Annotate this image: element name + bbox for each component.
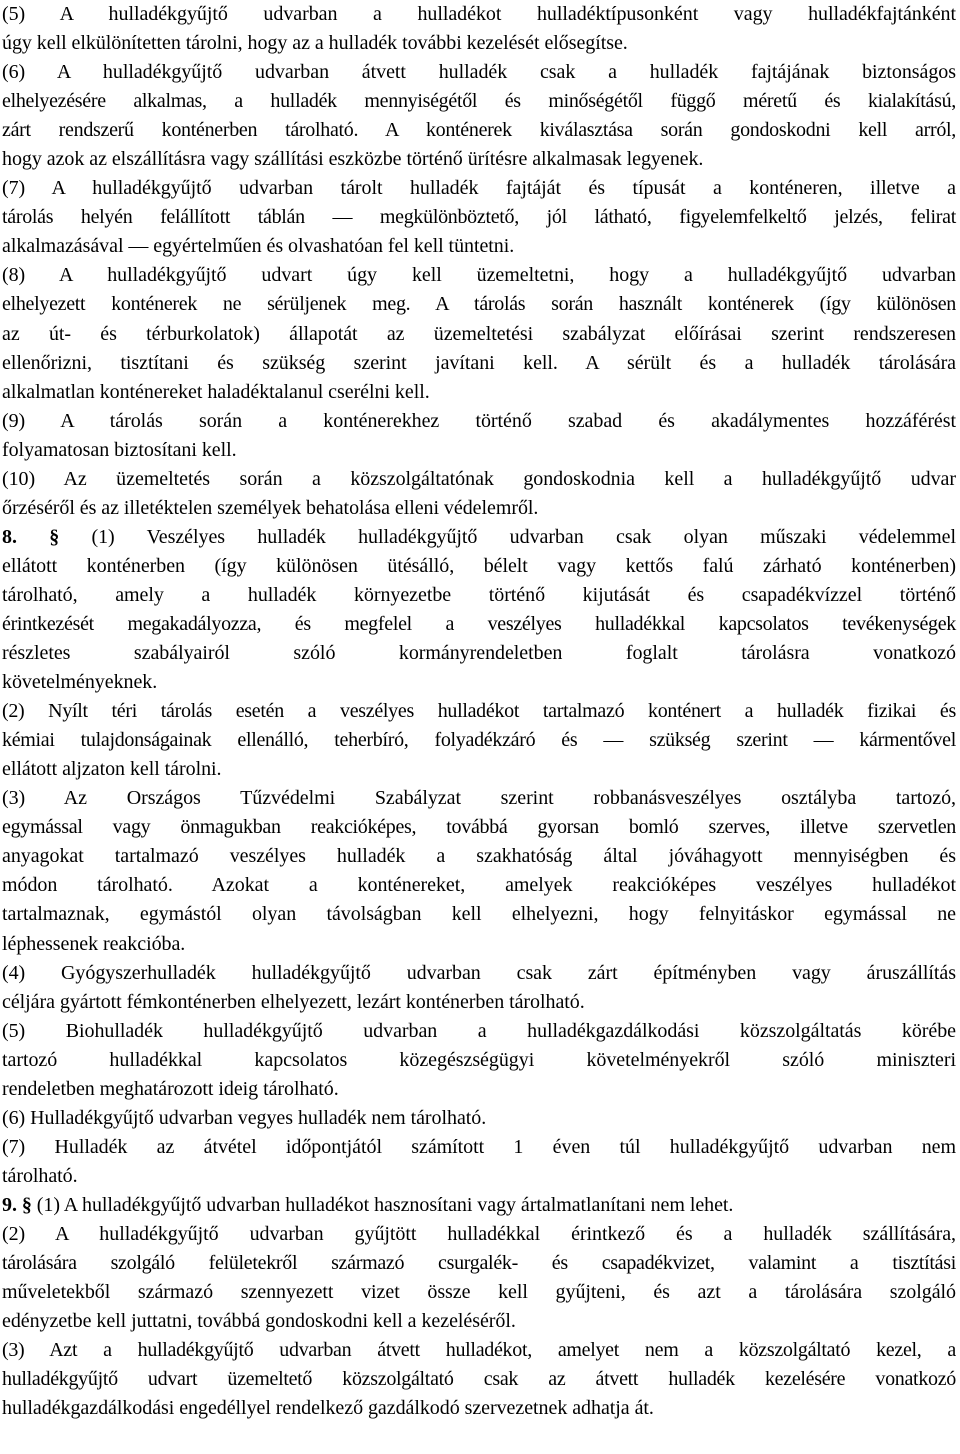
text-line: tárolás helyén felállított táblán — megkülönböztető, jól látható, figyelemfelkeltő jelzés, felirat [2,206,956,229]
text-line: egymással vagy önmagukban reakcióképes, továbbá gyorsan bomló szerves, illetve szervetlen [2,816,956,839]
text-line: edényzetbe kell juttatni, továbbá gondoskodni kell a kezeléséről. [2,1310,516,1333]
text-line: (4) Gyógyszerhulladék hulladékgyűjtő udvarban csak zárt építményben vagy áruszállítás [2,961,956,984]
text-line: (7) A hulladékgyűjtő udvarban tárolt hulladék fajtáját és típusát a konténeren, illetve a [2,177,956,200]
text-line: tartalmaznak, egymástól olyan távolságban kell elhelyezni, hogy felnyitáskor egymással ne [2,903,956,926]
text-line: módon tárolható. Azokat a konténereket, amelyek reakcióképes veszélyes hulladékot [2,874,956,897]
text-line: őrzéséről és az illetéktelen személyek behatolása elleni védelemről. [2,496,539,519]
text-line: tárolására szolgáló felületekről származó csurgalék- és csapadékvizet, valamint a tisztítási [2,1252,956,1275]
text-line: (3) Az Országos Tűzvédelmi Szabályzat szerint robbanásveszélyes osztályba tartozó, [2,787,956,810]
text-line: tartozó hulladékkal kapcsolatos közegészségügyi követelményekről szóló miniszteri [2,1048,956,1071]
section-number: 8. § [2,525,92,548]
text-line: érintkezését megakadályozza, és megfelel a veszélyes hulladékkal kapcsolatos tevékenységek [2,612,956,635]
text-line: rendeletben meghatározott ideig tárolható. [2,1077,339,1100]
text-line: anyagokat tartalmazó veszélyes hulladék a szakhatóság által jóváhagyott mennyiségben és [2,845,956,868]
text-line: céljára gyártott fémkonténerben elhelyezett, lezárt konténerben tárolható. [2,990,585,1013]
text-line: az út- és térburkolatok) állapotát az üzemeltetési szabályzat előírásai szerint rendszeresen [2,322,956,345]
text-line: tárolható, amely a hulladék környezetbe történő kijutását és csapadékvízzel történő [2,583,956,606]
text-line: (3) Azt a hulladékgyűjtő udvarban átvett hulladékot, amelyet nem a közszolgáltató kezel, a [2,1339,956,1362]
text-line [2,1191,956,1220]
text-line: (9) A tárolás során a konténerekhez történő szabad és akadálymentes hozzáférést [2,409,956,432]
text-line: elhelyezett konténerek ne sérüljenek meg. A tárolás során használt konténerek (így különösen [2,293,956,316]
text-line: műveletekből származó szennyezett vizet össze kell gyűjteni, és azt a tárolására szolgáló [2,1281,956,1304]
text-line: folyamatosan biztosítani kell. [2,438,237,461]
text-line: alkalmazásával — egyértelműen és olvashatóan fel kell tüntetni. [2,235,515,258]
text-line: (6) Hulladékgyűjtő udvarban vegyes hulladék nem tárolható. [2,1106,487,1129]
text-line: tárolható. [2,1164,78,1187]
text-line: követelményeknek. [2,671,158,694]
line-text: (1) Veszélyes hulladék hulladékgyűjtő udvarban csak olyan műszaki védelemmel [91,525,956,548]
text-line: (10) Az üzemeltetés során a közszolgáltatónak gondoskodnia kell a hulladékgyűjtő udvar [2,467,956,490]
text-line: ellátott konténerben (így különösen ütésálló, bélelt vagy kettős falú zárható konténerben) [2,554,956,577]
text-line: elhelyezésére alkalmas, a hulladék mennyiségétől és minőségétől függő méretű és kialakítású, [2,90,956,113]
text-line: hogy azok az elszállításra vagy szállítási eszközbe történő ürítésre alkalmasak legyenek. [2,148,704,171]
text-line: (8) A hulladékgyűjtő udvart úgy kell üzemeltetni, hogy a hulladékgyűjtő udvarban [2,264,956,287]
text-line: úgy kell elkülönítetten tárolni, hogy az a hulladék további kezelését elősegítse. [2,32,628,55]
text-line: kémiai tulajdonságainak ellenálló, teherbíró, folyadékzáró és — szükség szerint — kármentővel [2,729,956,752]
text-line: (2) Nyílt téri tárolás esetén a veszélyes hulladékot tartalmazó konténert a hulladék fizikai és [2,700,956,723]
text-line: alkalmatlan konténereket haladéktalanul cserélni kell. [2,380,430,403]
text-line: (5) Biohulladék hulladékgyűjtő udvarban a hulladékgazdálkodási közszolgáltatás körébe [2,1019,956,1042]
text-line: ellátott aljzaton kell tárolni. [2,758,222,781]
text-line: ellenőrizni, tisztítani és szükség szerint javítani kell. A sérült és a hulladék tárolására [2,351,956,374]
text-line: (6) A hulladékgyűjtő udvarban átvett hulladék csak a hulladék fajtájának biztonságos [2,61,956,84]
text-line: hulladékgazdálkodási engedéllyel rendelkező gazdálkodó szervezetnek adhatja át. [2,1397,654,1420]
text-line: (5) A hulladékgyűjtő udvarban a hulladékot hulladéktípusonként vagy hulladékfajtánként [2,3,956,25]
line-text: (1) A hulladékgyűjtő udvarban hulladékot hasznosítani vagy ártalmatlanítani nem lehet. [36,1193,734,1216]
text-line: zárt rendszerű konténerben tárolható. A konténerek kiválasztása során gondoskodni kell arról, [2,119,956,142]
text-line: hulladékgyűjtő udvart üzemeltető közszolgáltató csak az átvett hulladék kezelésére vonatkozó [2,1368,956,1391]
text-line: (7) Hulladék az átvétel időpontjától számított 1 éven túl hulladékgyűjtő udvarban nem [2,1135,956,1158]
text-line: (2) A hulladékgyűjtő udvarban gyűjtött hulladékkal érintkező és a hulladék szállítására, [2,1222,956,1245]
text-line: léphessenek reakcióba. [2,932,186,955]
text-line: részletes szabályairól szóló kormányrendeletben foglalt tárolásra vonatkozó [2,642,956,665]
text-line [2,523,956,552]
section-number: 9. § [2,1193,37,1216]
